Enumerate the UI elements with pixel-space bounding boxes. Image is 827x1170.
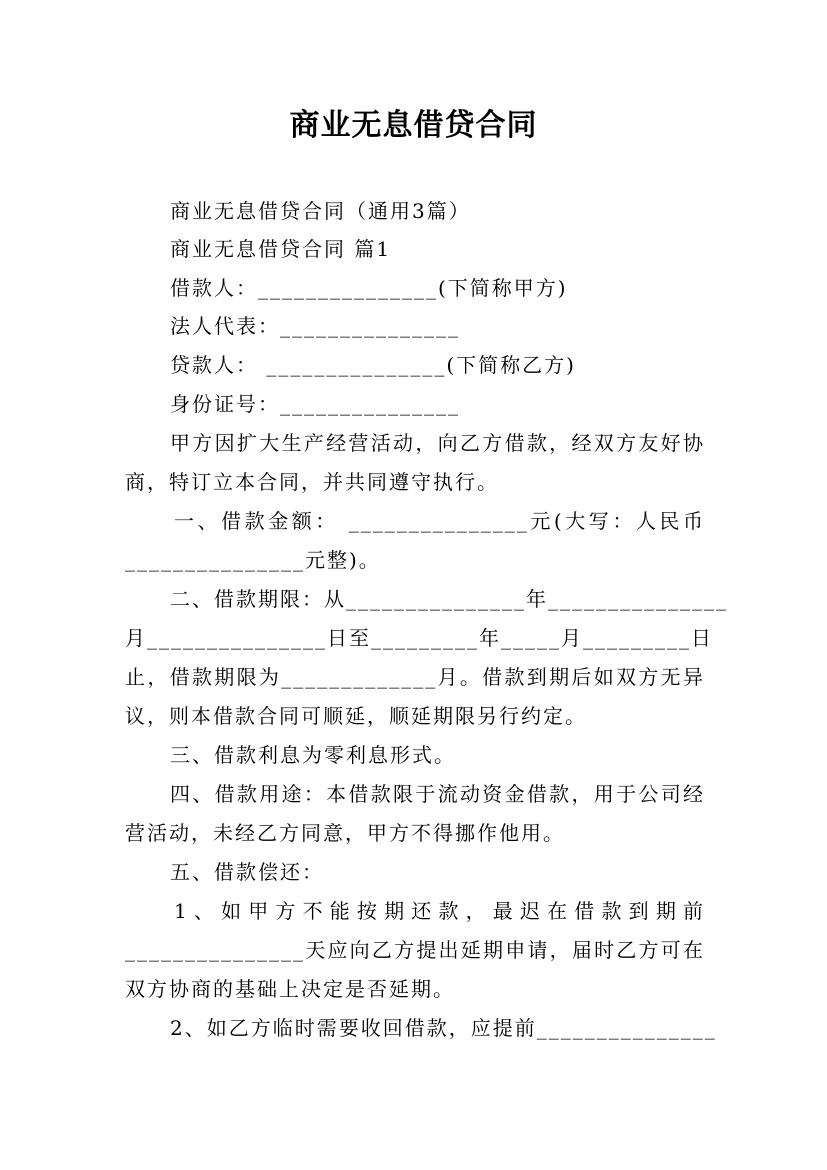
borrower-field: 借款人：_______________(下简称甲方) [170,276,568,300]
repayment-item-line: 2、如乙方临时需要收回借款，应提前_______________ [170,1016,717,1040]
document-title: 商业无息借贷合同 [289,108,538,143]
section-heading: 商业无息借贷合同 篇1 [170,237,392,261]
clause-purpose-line: 营活动，未经乙方同意，甲方不得挪作他用。 [125,821,565,845]
clause-interest-line: 三、借款利息为零利息形式。 [170,743,456,767]
clause-repayment-heading: 五、借款偿还： [170,860,324,884]
clause-term-line: 月_______________日至_________年_____月_________日 [125,626,713,650]
lender-field: 贷款人： _______________(下简称乙方) [170,353,576,377]
repayment-item-line: 双方协商的基础上决定是否延期。 [125,977,455,1001]
clause-amount-line: _______________元整)。 [125,548,381,572]
id-number-field: 身份证号：_______________ [170,392,460,416]
clause-term-line: 止，借款期限为_____________月。借款到期后如双方无异 [125,665,705,689]
clause-amount-line: 一、借款金额： _______________元(大写：人民币 [174,509,705,533]
paragraph-line: 商，特订立本合同，并共同遵守执行。 [125,470,499,494]
clause-purpose-line: 四、借款用途：本借款限于流动资金借款，用于公司经 [170,782,705,806]
legal-representative-field: 法人代表：_______________ [170,314,460,338]
clause-term-line: 议，则本借款合同可顺延，顺延期限另行约定。 [125,704,587,728]
paragraph-line: 甲方因扩大生产经营活动，向乙方借款，经双方友好协 [170,431,705,455]
subtitle-line: 商业无息借贷合同（通用3篇） [170,199,471,223]
repayment-item-line: 1、如甲方不能按期还款，最迟在借款到期前 [174,899,705,923]
clause-term-line: 二、借款期限：从_______________年_______________ [170,587,728,611]
repayment-item-line: _______________天应向乙方提出延期申请，届时乙方可在 [125,938,705,962]
